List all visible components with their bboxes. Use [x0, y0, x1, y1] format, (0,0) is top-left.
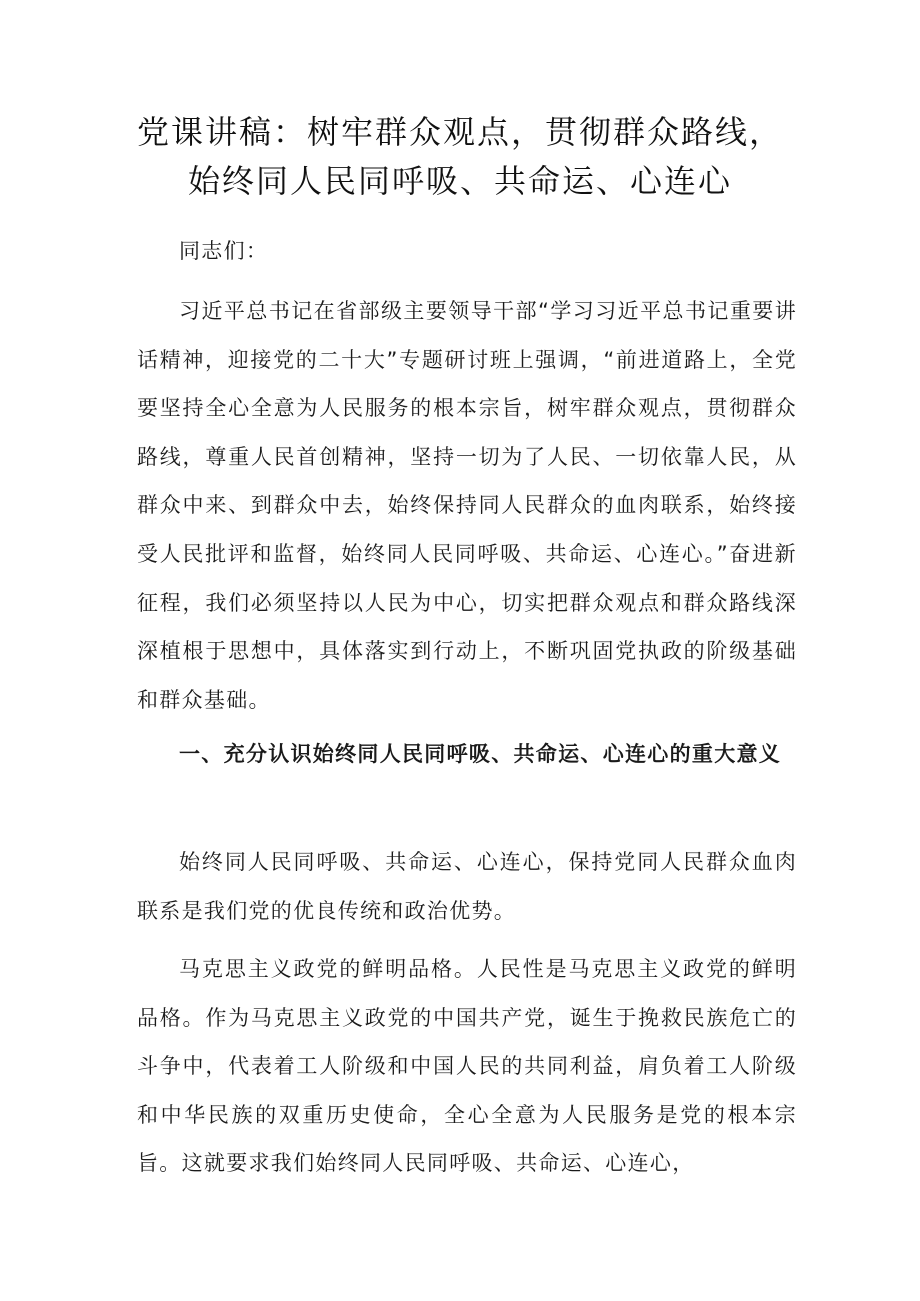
greeting-text: 同志们：: [179, 239, 269, 263]
section-heading-text: 一、充分认识始终同人民同呼吸、共命运、心连心的重大意义: [179, 742, 782, 766]
document-title-line-1: 党课讲稿：树牢群众观点，贯彻群众路线，: [136, 113, 783, 151]
section-paragraph-1: [137, 838, 797, 935]
section-heading: [137, 730, 797, 779]
paragraph-3: 马克思主义政党的鲜明品格。人民性是马克思主义政党的鲜明品格。作为马克思主义政党的中国共产党，诞生于挽救民族危亡的斗争中，代表着工人阶级和中国人民的共同利益，肩负着工人阶级和中华民族的双重历史使命，全心全意为人民服务是党的根本宗旨。这就要求我们始终同人民同呼吸、共命运、心连心，: [137, 957, 797, 1176]
document-title-line-2: 始终同人民同呼吸、共命运、心连心: [187, 162, 732, 200]
greeting: [137, 227, 797, 276]
paragraph-2: 始终同人民同呼吸、共命运、心连心，保持党同人民群众血肉联系是我们党的优良传统和政治优势。: [137, 850, 797, 923]
section-paragraph-2: [137, 945, 797, 1188]
intro-paragraph: [137, 287, 797, 724]
paragraph-1: 习近平总书记在省部级主要领导干部“学习习近平总书记重要讲话精神，迎接党的二十大”专题研讨班上强调，“前进道路上，全党要坚持全心全意为人民服务的根本宗旨，树牢群众观点，贯彻群众路线，尊重人民首创精神，坚持一切为了人民、一切依靠人民，从群众中来、到群众中去，始终保持同人民群众的血肉联系，始终接受人民批评和监督，始终同人民同呼吸、共命运、心连心。”奋进新征程，我们必须坚持以人民为中心，切实把群众观点和群众路线深深植根于思想中，具体落实到行动上，不断巩固党执政的阶级基础和群众基础。: [137, 299, 797, 712]
